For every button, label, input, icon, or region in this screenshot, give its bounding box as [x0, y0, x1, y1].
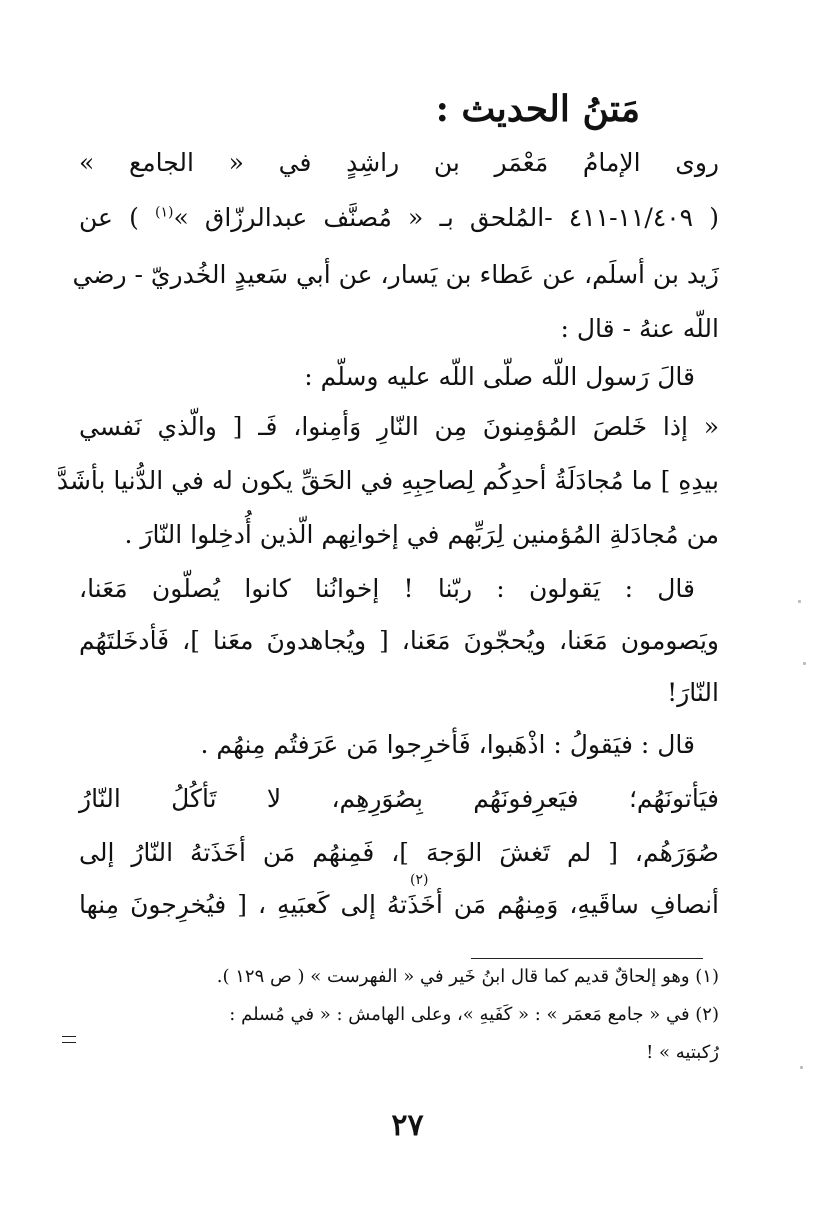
- footnote-1: (١) وهو إلحاقٌ قديم كما قال ابنُ خَير في « الفهرست » ( ص ١٢٩ ).: [216, 966, 719, 987]
- text-line-8: من مُجادَلةِ المُؤمنين لِرَبِّهم في إخوانِهم الّذين أُدخِلوا النّارَ .: [124, 520, 719, 549]
- text-line-13: فيَأتونَهُم؛ فيَعرِفونَهُم بِصُوَرِهِم، لا تَأكُلُ النّارُ: [79, 784, 719, 813]
- continuation-mark: [62, 1036, 76, 1043]
- text-line-1: روى الإمامُ مَعْمَر بن راشِدٍ في « الجامع »: [79, 148, 719, 177]
- text-line-12: قال : فيَقولُ : اذْهَبوا، فَأخرِجوا مَن عَرَفتُم مِنهُم .: [200, 730, 695, 759]
- text-line-6: « إذا خَلصَ المُؤمِنونَ مِن النّارِ وَأمِنوا، فَـ [ والّذي نَفسي: [79, 412, 719, 441]
- footnote-ref-1: (١): [155, 204, 174, 221]
- text-line-14: صُوَرَهُم، [ لم تَغشَ الوَجهَ ]، فَمِنهُم مَن أخَذَتهُ النّارُ إلى: [79, 838, 719, 867]
- text-line-7: بيدِهِ ] ما مُجادَلَةُ أحدِكُم لِصاحِبِهِ في الحَقِّ يكون له في الدُّنيا بأشَدَّ: [56, 466, 719, 495]
- text-line-4: اللّه عنهُ - قال :: [560, 314, 719, 343]
- text-line-9: قال : يَقولون : ربّنا ! إخوانُنا كانوا يُصلّون مَعَنا،: [79, 574, 695, 603]
- footnote-ref-2: (٢): [410, 872, 429, 888]
- text-line-15: [79, 890, 719, 919]
- scan-speck: [798, 600, 801, 603]
- scan-speck: [800, 1066, 803, 1069]
- text-line-2-tail: ) عن: [79, 203, 139, 232]
- text-line-2: [79, 203, 719, 232]
- text-line-3: زَيد بن أسلَم، عن عَطاء بن يَسار، عن أبي سَعيدٍ الخُدريّ - رضي: [72, 260, 719, 289]
- text-line-11: النّارَ!: [667, 678, 719, 707]
- page-number: ٢٧: [391, 1108, 424, 1143]
- text-line-15-main: أنصافِ ساقَيهِ، وَمِنهُم مَن أخَذَتهُ إلى كَعبَيهِ ، [ فيُخرِجونَ مِنها: [79, 890, 719, 919]
- scan-speck: [803, 662, 806, 665]
- footnote-2: (٢) في « جامع مَعمَر » : « كَفَيهِ »، وعلى الهامش : « في مُسلم :: [229, 1004, 719, 1025]
- footnote-separator: [471, 958, 703, 959]
- text-line-10: ويَصومون مَعَنا، ويُحجّونَ مَعَنا، [ ويُجاهدونَ معَنا ]، فَأدخَلتَهُم: [79, 626, 719, 655]
- text-line-5: قالَ رَسول اللّه صلّى اللّه عليه وسلّم :: [304, 362, 695, 391]
- page-heading: مَتنُ الحديث :: [435, 88, 640, 130]
- footnote-2-continued: رُكبتيه » !: [646, 1042, 719, 1063]
- text-line-2-main: ( ١١/٤٠٩-٤١١ -المُلحق بـ « مُصنَّف عبدالرزّاق »: [173, 203, 720, 232]
